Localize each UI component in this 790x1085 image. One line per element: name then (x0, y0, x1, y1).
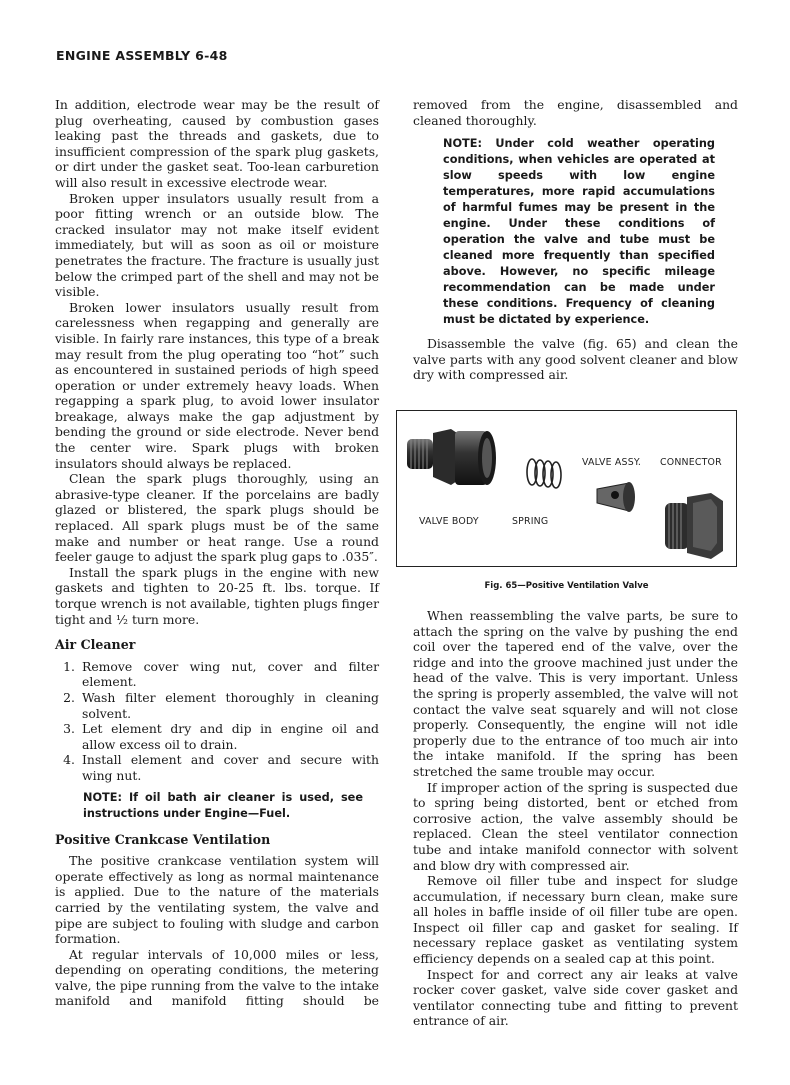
label-valve-assy: VALVE ASSY. (582, 457, 642, 468)
step-text: Remove cover wing nut, cover and filter element. (82, 658, 379, 690)
spring-image (523, 455, 565, 491)
paragraph-pcv-intro: The positive crankcase ventilation system will operate effectively as long as normal maintenance is applied. Due to the nature of the materials carried by the ventilating system, the valve and pipe are subject to fouling with sludge and carbon formation. (55, 853, 379, 947)
heading-air-cleaner: Air Cleaner (55, 637, 136, 653)
figure-caption: Fig. 65—Positive Ventilation Valve (484, 581, 649, 591)
list-item (55, 752, 379, 783)
list-item (55, 659, 379, 690)
right-column-top (413, 97, 738, 383)
paragraph-broken-upper-insulators: Broken upper insulators usually result from a poor fitting wrench or an outside blow. The cracked insulator may not make itself evident immediately, but will as soon as oil or moisture penetrates the fracture. The fracture is usually just below the crimped part of the shell and may not be visible. (55, 190, 379, 300)
paragraph-electrode-wear: In addition, electrode wear may be the result of plug overheating, caused by combustion gases leaking past the threads and gaskets, due to insufficient compression of the spark plug gaskets, or dirt under the gasket seat. Too-lean carburetion will also result in excessive electrode wear. (55, 97, 379, 190)
valve-assembly-image (595, 481, 641, 515)
paragraph-improper-action: If improper action of the spring is suspected due to spring being distorted, bent or etched from corrosive action, the valve assembly should be replaced. Clean the steel ventilator connection tube and intake manifold connector with solvent and blow dry with compressed air. (413, 779, 738, 873)
valve-body-image (403, 425, 499, 495)
paragraph-reassembling: When reassembling the valve parts, be sure to attach the spring on the valve by pushing the end coil over the tapered end of the valve, over the ridge and into the groove machined just under the head of the valve. This is very important. Unless the spring is properly assembled, the valve will not contact the valve seat squarely and will not close properly. Consequently, the engine will not idle properly due to the entrance of too much air into the intake manifold. If the spring has been stretched the same trouble may occur. (413, 608, 738, 779)
air-cleaner-steps (55, 659, 379, 784)
right-column-bottom (413, 608, 738, 1029)
label-connector: CONNECTOR (660, 457, 722, 468)
paragraph-install-spark-plugs: Install the spark plugs in the engine with new gaskets and tighten to 20-25 ft. lbs. torque. If torque wrench is not available, tighten plugs finger tight and ½ turn more. (55, 564, 379, 627)
step-text: Wash filter element thoroughly in cleaning solvent. (82, 689, 379, 721)
paragraph-air-leaks: Inspect for and correct any air leaks at valve rocker cover gasket, valve side cover gasket and ventilator connecting tube and fitting to prevent entrance of air. (413, 966, 738, 1029)
paragraph-oil-filler: Remove oil filler tube and inspect for sludge accumulation, if necessary burn clean, make sure all holes in baffle inside of oil filler tube are open. Inspect oil filler cap and gasket for sealing. If necessary replace gasket as ventilating system efficiency depends on a sealed cap at this point. (413, 873, 738, 967)
paragraph-disassemble: Disassemble the valve (fig. 65) and clean the valve parts with any good solvent cleaner and blow dry with compressed air. (413, 336, 738, 383)
connector-image (663, 493, 727, 559)
list-item (55, 690, 379, 721)
label-spring: SPRING (512, 516, 549, 527)
heading-pcv: Positive Crankcase Ventilation (55, 831, 271, 847)
paragraph-broken-lower-insulators: Broken lower insulators usually result from carelessness when regapping and generally are visible. In fairly rare instances, this type of a break may result from the plug operating too “hot” such as encountered in sustained periods of high speed operation or under extremely heavy loads. When regapping a spark plug, to avoid lower insulator breakage, always make the gap adjustment by bending the ground or side electrode. Never bend the center wire. Spark plugs with broken insulators should always be replaced. (55, 299, 379, 471)
figure-65 (396, 410, 737, 567)
list-item (55, 721, 379, 752)
step-number: 1. (63, 658, 75, 674)
paragraph-continuation: removed from the engine, disassembled and cleaned thoroughly. (413, 97, 738, 128)
step-number: 3. (63, 721, 75, 737)
step-text: Let element dry and dip in engine oil and allow excess oil to drain. (82, 721, 379, 752)
step-text: Install element and cover and secure with wing nut. (82, 752, 379, 783)
step-number: 4. (63, 752, 75, 768)
page-header: ENGINE ASSEMBLY 6-48 (56, 48, 228, 63)
note-cold-weather: NOTE: Under cold weather operating conditions, when vehicles are operated at slow speeds with low engine temperatures, more rapid accumulations of harmful fumes may be present in the engine. Under these conditions of operation the valve and tube must be cleaned more frequently than specified above. However, no specific mileage recommendation can be made under these conditions. Frequency of cleaning must be dictated by experience. (443, 137, 715, 327)
label-valve-body: VALVE BODY (419, 516, 479, 527)
left-column (55, 97, 379, 1009)
paragraph-pcv-intervals: At regular intervals of 10,000 miles or less, depending on operating conditions, the metering valve, the pipe running from the valve to the intake manifold and manifold fitting should be (55, 946, 379, 1009)
step-number: 2. (63, 689, 75, 705)
paragraph-clean-spark-plugs: Clean the spark plugs thoroughly, using an abrasive-type cleaner. If the porcelains are badly glazed or blistered, the spark plugs should be replaced. All spark plugs must be of the same make and number or heat range. Use a round feeler gauge to adjust the spark plug gaps to .035″. (55, 471, 379, 565)
note-oil-bath: NOTE: If oil bath air cleaner is used, see instructions under Engine—Fuel. (83, 790, 363, 820)
